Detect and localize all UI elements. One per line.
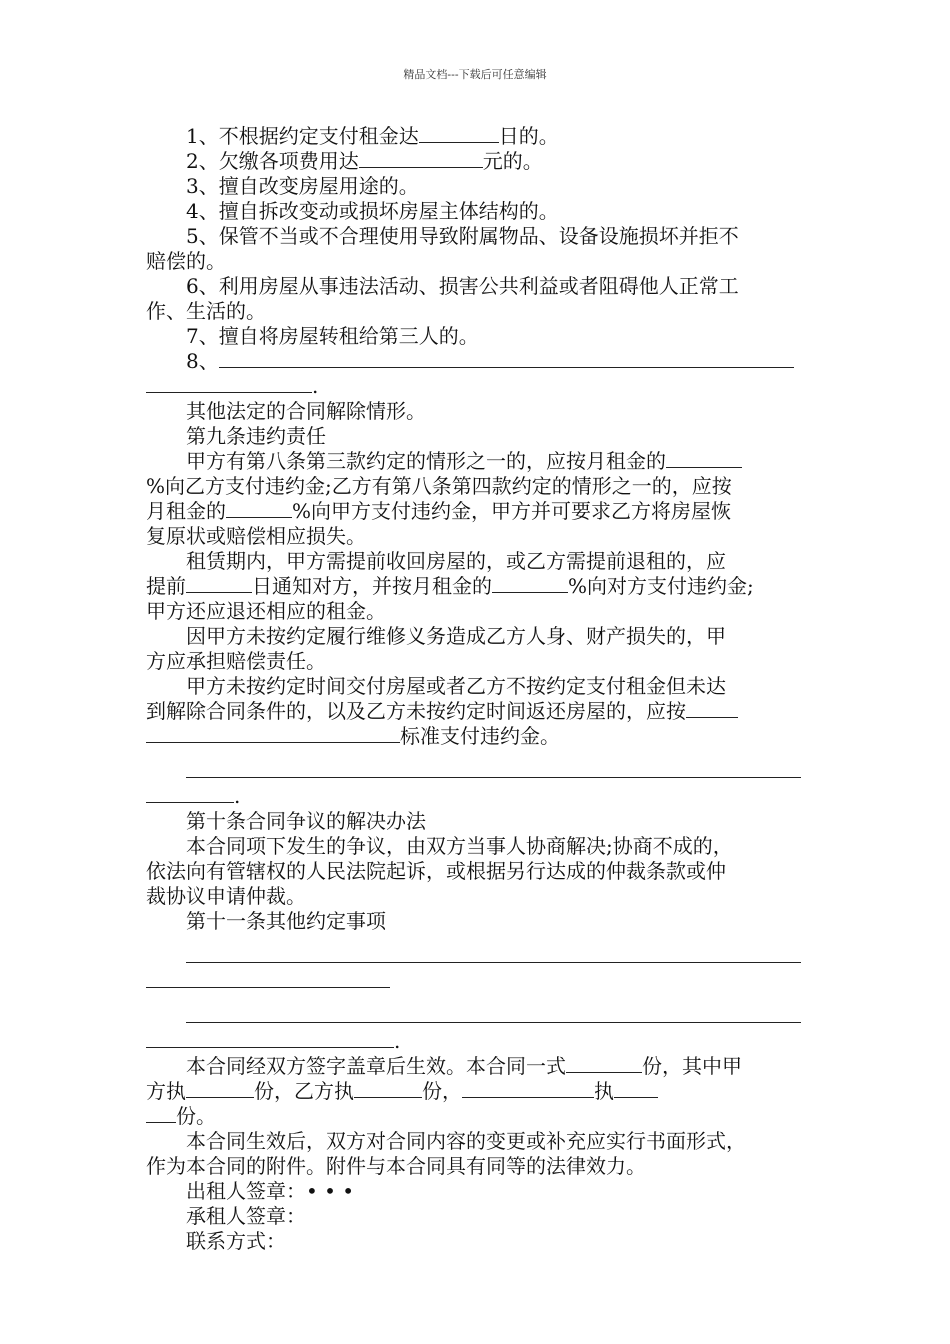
article-9-extra xyxy=(146,759,808,784)
article-10-p1-cont2: 裁协议申请仲裁。 xyxy=(146,884,306,908)
blank-field xyxy=(492,574,568,593)
closing-p2: 本合同生效后，双方对合同内容的变更或补充应实行书面形式， xyxy=(186,1129,746,1153)
article-9-p1-cont: %向乙方支付违约金;乙方有第八条第四款约定的情形之一的，应按 xyxy=(146,474,732,498)
clause-item-8: 8、 xyxy=(146,349,808,374)
clause-item-4: 4、擅自拆改变动或损坏房屋主体结构的。 xyxy=(186,199,559,223)
article-9-p1: 甲方有第八条第三款约定的情形之一的，应按月租金的 xyxy=(146,449,808,474)
spacer xyxy=(146,934,808,944)
clause-item-2: 2、欠缴各项费用达 元的。 xyxy=(186,149,543,173)
closing-p2-cont: 作为本合同的附件。附件与本合同具有同等的法律效力。 xyxy=(146,1154,646,1178)
blank-field xyxy=(462,1079,594,1098)
article-9-title: 第九条违约责任 xyxy=(186,424,326,448)
closing-p1: 本合同经双方签字盖章后生效。本合同一式 份，其中甲 xyxy=(186,1054,742,1078)
article-9-p2-cont: 提前 日通知对方，并按月租金的 %向对方支付违约金; xyxy=(146,574,754,598)
clause-item-7: 7、擅自将房屋转租给第三人的。 xyxy=(186,324,479,348)
blank-field xyxy=(686,699,738,718)
signature-dots: • • • xyxy=(306,1179,355,1203)
clause-item-1: 1、不根据约定支付租金达 日的。 xyxy=(186,124,559,148)
article-9-p4-cont: 到解除合同条件的，以及乙方未按约定时间返还房屋的，应按 xyxy=(146,699,808,724)
page-header: 精品文档---下载后可任意编辑 xyxy=(403,68,547,81)
article-11-line1-cont xyxy=(146,969,808,994)
article-9-p1-cont3: 复原状或赔偿相应损失。 xyxy=(146,524,366,548)
article-10-p1-cont: 依法向有管辖权的人民法院起诉，或根据另行达成的仲裁条款或仲 xyxy=(146,859,726,883)
article-9-p1-cont2: 月租金的 %向甲方支付违约金，甲方并可要求乙方将房屋恢 xyxy=(146,499,732,523)
clause-item-5: 5、保管不当或不合理使用导致附属物品、设备设施损坏并拒不 xyxy=(186,224,739,248)
clause-item-8-cont: . xyxy=(146,374,808,399)
article-9-p4: 甲方未按约定时间交付房屋或者乙方不按约定支付租金但未达 xyxy=(186,674,726,698)
blank-field xyxy=(146,374,312,393)
blank-field xyxy=(186,1004,801,1023)
clause-item-6: 6、利用房屋从事违法活动、损害公共利益或者阻碍他人正常工 xyxy=(186,274,739,298)
blank-field xyxy=(186,574,252,593)
article-11-title: 第十一条其他约定事项 xyxy=(186,909,386,933)
lessee-signature: 承租人签章： xyxy=(186,1204,306,1228)
article-9-p3: 因甲方未按约定履行维修义务造成乙方人身、财产损失的，甲 xyxy=(186,624,726,648)
closing-p1-cont2: 份。 xyxy=(146,1104,808,1129)
blank-field xyxy=(146,784,234,803)
spacer xyxy=(146,749,808,759)
blank-field xyxy=(146,969,390,988)
blank-field xyxy=(146,1029,394,1048)
article-11-line2-cont: . xyxy=(146,1029,808,1054)
blank-field xyxy=(226,499,292,518)
article-9-p2: 租赁期内，甲方需提前收回房屋的，或乙方需提前退租的，应 xyxy=(186,549,726,573)
clause-item-5-cont: 赔偿的。 xyxy=(146,249,226,273)
blank-field xyxy=(186,1079,254,1098)
blank-field xyxy=(186,944,801,963)
clause-other: 其他法定的合同解除情形。 xyxy=(186,399,426,423)
closing-p1-cont: 方执 份，乙方执 份， 执 xyxy=(146,1079,808,1104)
lessor-signature: 出租人签章：• • • xyxy=(186,1179,355,1203)
blank-field xyxy=(146,1104,176,1123)
clause-item-6-cont: 作、生活的。 xyxy=(146,299,266,323)
article-10-title: 第十条合同争议的解决办法 xyxy=(186,809,426,833)
blank-field xyxy=(359,149,483,168)
article-9-p2-cont2: 甲方还应退还相应的租金。 xyxy=(146,599,386,623)
blank-field xyxy=(666,449,742,468)
article-9-extra-cont: . xyxy=(146,784,808,809)
article-11-line1 xyxy=(146,944,808,969)
clause-item-3: 3、擅自改变房屋用途的。 xyxy=(186,174,419,198)
blank-field xyxy=(614,1079,658,1098)
blank-field xyxy=(354,1079,422,1098)
contact-info: 联系方式： xyxy=(186,1229,286,1253)
blank-field xyxy=(186,759,801,778)
article-9-p3-cont: 方应承担赔偿责任。 xyxy=(146,649,326,673)
blank-field xyxy=(146,724,400,743)
spacer xyxy=(146,994,808,1004)
blank-field xyxy=(419,124,499,143)
article-9-p4-cont2: 标准支付违约金。 xyxy=(146,724,808,749)
document-body xyxy=(146,124,808,1254)
blank-field xyxy=(219,349,794,368)
article-10-p1: 本合同项下发生的争议，由双方当事人协商解决;协商不成的， xyxy=(186,834,733,858)
blank-field xyxy=(566,1054,642,1073)
article-11-line2 xyxy=(146,1004,808,1029)
